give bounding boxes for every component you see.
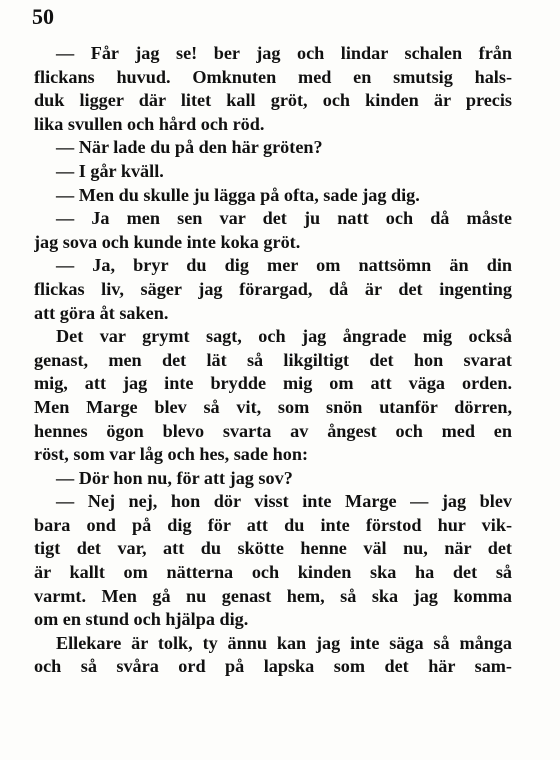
text-line: röst, som var låg och hes, sade hon:: [34, 444, 309, 465]
text-line: jag sova och kunde inte koka gröt.: [34, 231, 301, 252]
text-line: genast, men det lät så likgiltigt det hon svarat: [34, 349, 512, 370]
text-line: flickas liv, säger jag förargad, då är det ingenting: [34, 278, 512, 299]
text-line: — Ja, bryr du dig mer om nattsömn än din: [56, 255, 512, 276]
text-line: — Dör hon nu, för att jag sov?: [56, 467, 293, 488]
text-line: är kallt om nätterna och kinden ska ha det så: [34, 562, 512, 583]
text-line: varmt. Men gå nu genast hem, så ska jag komma: [34, 585, 512, 606]
page-number: 50: [32, 4, 54, 29]
text-line: att göra åt saken.: [34, 302, 169, 323]
text-line: — Får jag se! ber jag och lindar schalen från: [56, 43, 512, 63]
text-line: om en stund och hjälpa dig.: [34, 609, 249, 630]
body-text: [34, 42, 512, 679]
text-line: tigt det var, att du skötte henne väl nu, när det: [34, 538, 512, 559]
text-line: mig, att jag inte brydde mig om att väga orden.: [34, 373, 512, 394]
text-line: Ellekare är tolk, ty ännu kan jag inte säga så många: [56, 632, 512, 653]
text-line: Men Marge blev så vit, som snön utanför dörren,: [34, 396, 512, 417]
text-line: — Men du skulle ju lägga på ofta, sade jag dig.: [56, 184, 420, 205]
text-line: hennes ögon blevo svarta av ångest och med en: [34, 420, 512, 441]
text-line: — Ja men sen var det ju natt och då måste: [56, 208, 512, 229]
text-line: flickans huvud. Omknuten med en smutsig hals-: [34, 66, 512, 87]
text-line: bara ond på dig för att du inte förstod hur vik-: [34, 514, 512, 535]
text-line: — Nej nej, hon dör visst inte Marge — jag blev: [56, 491, 512, 512]
text-line: — När lade du på den här gröten?: [56, 137, 323, 158]
text-line: lika svullen och hård och röd.: [34, 113, 265, 134]
text-line: Det var grymt sagt, och jag ångrade mig också: [56, 326, 512, 347]
text-line: och så svåra ord på lapska som det här sam-: [34, 656, 512, 677]
text-line: — I går kväll.: [56, 160, 164, 181]
text-line: duk ligger där litet kall gröt, och kinden är precis: [34, 90, 512, 111]
